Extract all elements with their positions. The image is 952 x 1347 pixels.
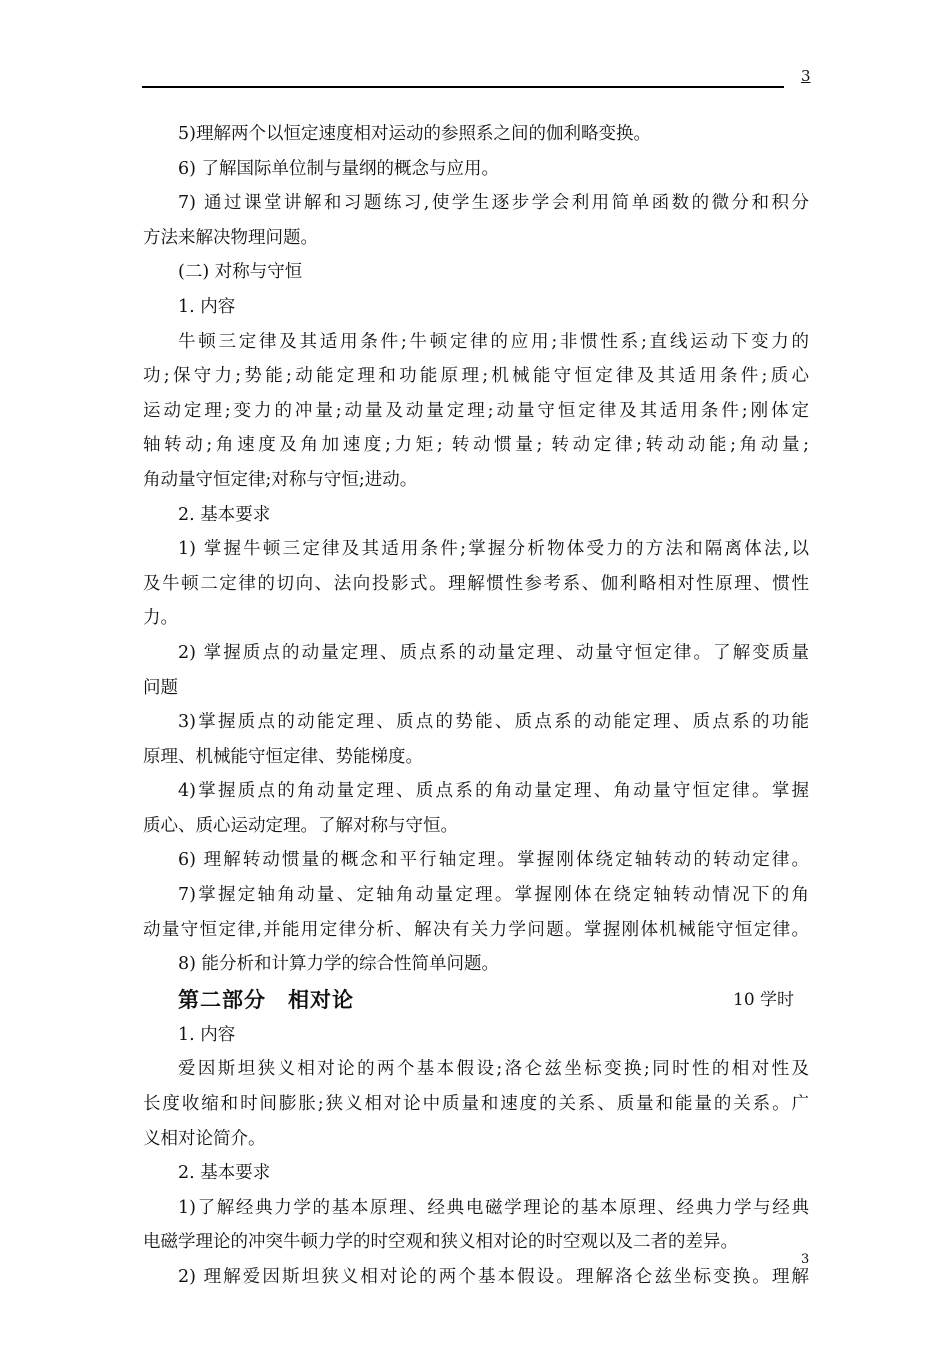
text-line: 电磁学理论的冲突牛顿力学的时空观和狭义相对论的时空观以及二者的差异。: [143, 1232, 738, 1253]
text-line: 质心、质心运动定理。了解对称与守恒。: [143, 815, 458, 836]
footer-page-number: 3: [801, 1252, 810, 1267]
header-page-number: 3: [801, 67, 811, 85]
text-line: 7)掌握定轴角动量、定轴角动量定理。掌握刚体在绕定轴转动情况下的角: [178, 885, 809, 906]
text-line: 8) 能分析和计算力学的综合性简单问题。: [178, 954, 500, 975]
text-line: 动量守恒定律,并能用定律分析、解决有关力学问题。掌握刚体机械能守恒定律。: [143, 919, 809, 940]
subsection-heading: 2. 基本要求: [178, 1163, 271, 1184]
text-line: 5)理解两个以恒定速度相对运动的参照系之间的伽利略变换。: [178, 124, 651, 144]
text-line: 3)掌握质点的动能定理、质点的势能、质点系的动能定理、质点系的功能: [178, 712, 809, 733]
text-line: 轴转动;角速度及角加速度;力矩; 转动惯量; 转动定律;转动动能;角动量;: [143, 435, 809, 456]
subsection-heading: 2. 基本要求: [178, 504, 271, 525]
text-line: 运动定理;变力的冲量;动量及动量定理;动量守恒定律及其适用条件;刚体定: [143, 400, 809, 421]
text-line: 1) 掌握牛顿三定律及其适用条件;掌握分析物体受力的方法和隔离体法,以: [178, 539, 809, 560]
subsection-heading: 1. 内容: [178, 296, 236, 317]
text-line: 1)了解经典力学的基本原理、经典电磁学理论的基本原理、经典力学与经典: [178, 1197, 809, 1218]
subsection-heading: 1. 内容: [178, 1024, 236, 1045]
text-line: 6) 了解国际单位制与量纲的概念与应用。: [178, 158, 500, 179]
text-line: 7) 通过课堂讲解和习题练习,使学生逐步学会利用简单函数的微分和积分: [178, 193, 809, 214]
text-line: 角动量守恒定律;对称与守恒;进动。: [143, 469, 418, 490]
text-line: 6) 理解转动惯量的概念和平行轴定理。掌握刚体绕定轴转动的转动定律。: [178, 850, 809, 871]
text-line: 爱因斯坦狭义相对论的两个基本假设;洛仑兹坐标变换;同时性的相对性及: [178, 1059, 809, 1080]
text-line: 2) 掌握质点的动量定理、质点系的动量定理、动量守恒定律。了解变质量: [178, 642, 809, 663]
text-line: 2) 理解爱因斯坦狭义相对论的两个基本假设。理解洛仑兹坐标变换。理解: [178, 1267, 809, 1287]
text-line: 方法来解决物理问题。: [143, 227, 318, 248]
text-line: 原理、机械能守恒定律、势能梯度。: [143, 746, 423, 767]
text-line: 牛顿三定律及其适用条件;牛顿定律的应用;非惯性系;直线运动下变力的: [178, 331, 809, 352]
text-line: 长度收缩和时间膨胀;狭义相对论中质量和速度的关系、质量和能量的关系。广: [143, 1094, 809, 1115]
text-line: 4)掌握质点的角动量定理、质点系的角动量定理、角动量守恒定律。掌握: [178, 781, 809, 802]
text-line: 及牛顿二定律的切向、法向投影式。理解惯性参考系、伽利略相对性原理、惯性: [143, 573, 809, 594]
text-line: 问题: [143, 677, 178, 698]
section-heading: (二) 对称与守恒: [178, 262, 303, 283]
part-hours: 10 学时: [733, 989, 795, 1010]
part-heading: [143, 982, 809, 1018]
header-rule: [142, 86, 784, 88]
part-title: 第二部分 相对论: [178, 987, 354, 1012]
document-body: [143, 117, 809, 1295]
text-line: 功;保守力;势能;动能定理和功能原理;机械能守恒定律及其适用条件;质心: [143, 366, 809, 387]
text-line: 力。: [143, 608, 178, 629]
text-line: 义相对论简介。: [143, 1128, 266, 1149]
